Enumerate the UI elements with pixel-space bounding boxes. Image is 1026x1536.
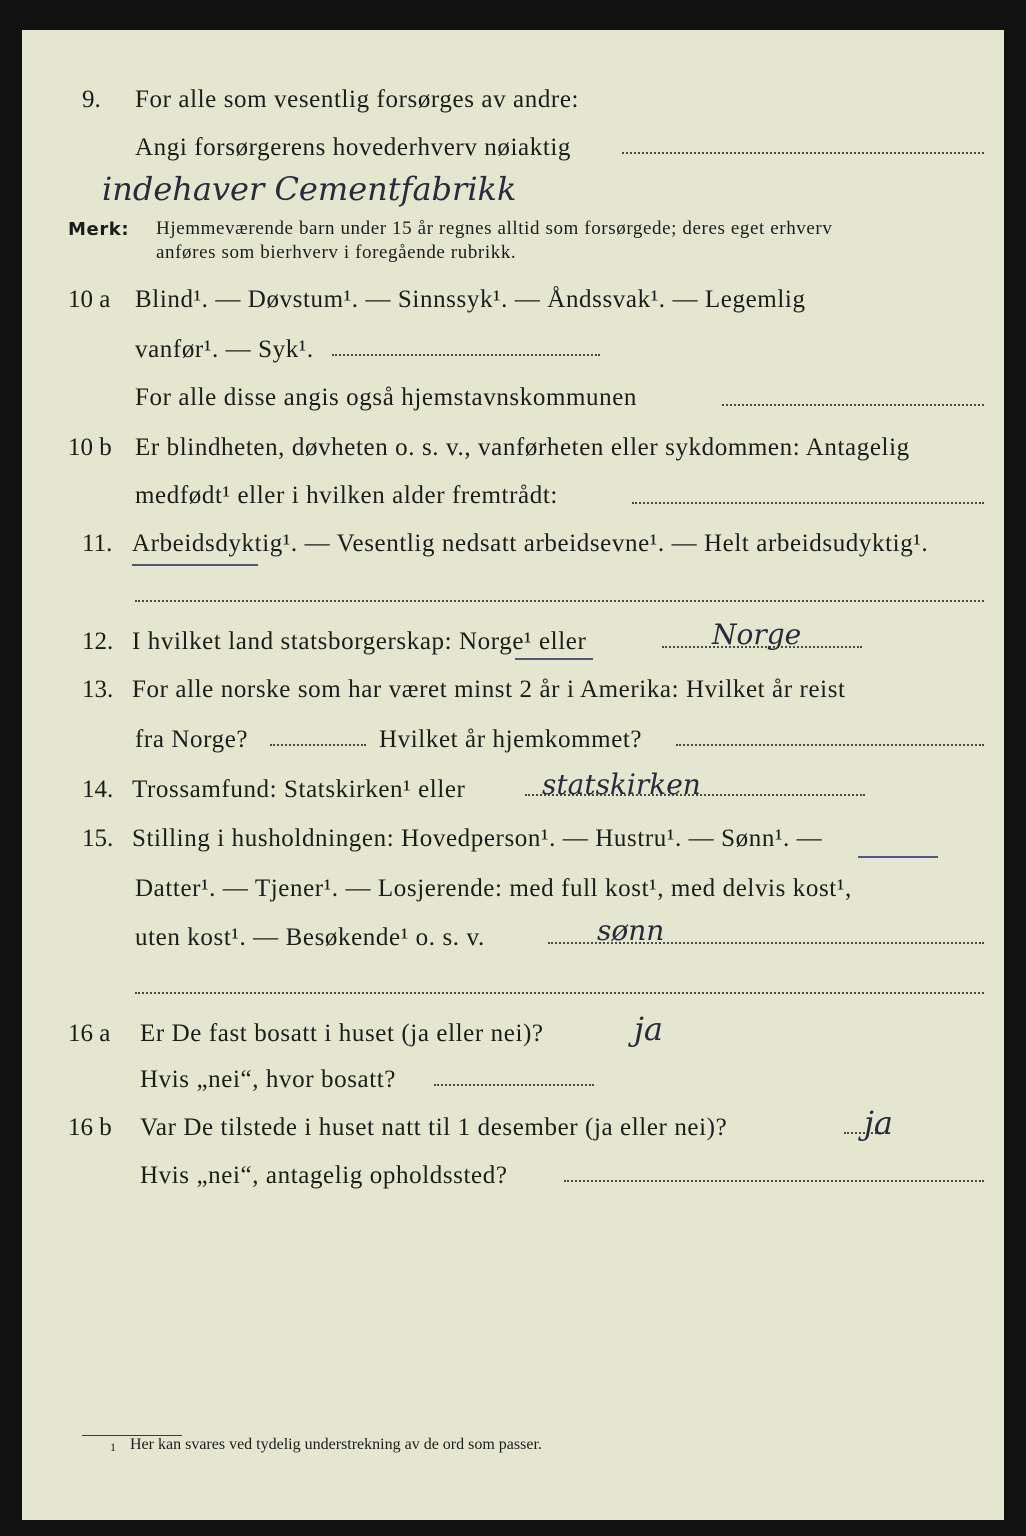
q9-answer-line: [622, 152, 984, 154]
q11-extra-line: [135, 600, 984, 602]
q11-work-capacity: Arbeidsdyktig¹. — Vesentlig nedsatt arbeidsevne¹. — Helt arbeidsudyktig¹.: [132, 530, 929, 557]
q10b-question: Er blindheten, døvheten o. s. v., vanførheten eller sykdommen: Antagelig: [135, 434, 910, 461]
q15-household-role-cont2: uten kost¹. — Besøkende¹ o. s. v.: [135, 924, 485, 951]
q13-emigrated-label: fra Norge?: [135, 726, 249, 753]
q10a-number: 10 a: [68, 286, 111, 313]
q16a-number: 16 a: [68, 1020, 111, 1047]
q9-question: For alle som vesentlig forsørges av andre:: [135, 86, 580, 113]
q16a-handwritten-answer: ja: [634, 1010, 663, 1048]
q13-emigrated-line: [270, 744, 366, 746]
q12-number: 12.: [82, 628, 114, 655]
q10b-number: 10 b: [68, 434, 112, 461]
q16b-whereabouts-label: Hvis „nei“, antagelig opholdssted?: [140, 1162, 508, 1189]
q15-household-role-cont: Datter¹. — Tjener¹. — Losjerende: med full kost¹, med delvis kost¹,: [135, 875, 852, 902]
q16b-question: Var De tilstede i huset natt til 1 desember (ja eller nei)?: [140, 1114, 728, 1141]
q14-handwritten-answer: statskirken: [542, 768, 701, 801]
q16b-number: 16 b: [68, 1114, 112, 1141]
q16a-question: Er De fast bosatt i huset (ja eller nei)?: [140, 1020, 544, 1047]
q9-number: 9.: [82, 86, 101, 113]
q10b-answer-line: [632, 502, 984, 504]
q12-handwritten-answer: Norge: [712, 618, 802, 651]
q11-underline-mark: [132, 564, 258, 566]
q12-citizenship: I hvilket land statsborgerskap: Norge¹ eller: [132, 628, 587, 655]
q16a-residence-label: Hvis „nei“, hvor bosatt?: [140, 1066, 397, 1093]
q16a-residence-line: [434, 1084, 594, 1086]
q10b-question-cont: medfødt¹ eller i hvilken alder fremtrådt:: [135, 482, 558, 509]
footnote-mark: 1: [110, 1440, 116, 1454]
q13-america-question: For alle norske som har været minst 2 år i Amerika: Hvilket år reist: [132, 676, 846, 703]
q9-handwritten-answer: indehaver Cementfabrikk: [102, 170, 517, 208]
q14-religion: Trossamfund: Statskirken¹ eller: [132, 776, 466, 803]
q15-handwritten-answer: sønn: [597, 914, 665, 947]
q15-household-role: Stilling i husholdningen: Hovedperson¹. — Hustru¹. — Sønn¹. —: [132, 825, 823, 852]
footnote-text: Her kan svares ved tydelig understrekning av de ord som passer.: [130, 1436, 542, 1453]
q16b-whereabouts-line: [564, 1180, 984, 1182]
q13-number: 13.: [82, 676, 114, 703]
q15-number: 15.: [82, 825, 114, 852]
q10a-municipality-line: [722, 404, 984, 406]
q13-returned-label: Hvilket år hjemkommet?: [379, 726, 643, 753]
q10a-answer-line: [332, 354, 600, 356]
q16b-handwritten-answer: ja: [864, 1104, 893, 1142]
q9-instruction: Angi forsørgerens hovederhverv nøiaktig: [135, 134, 572, 161]
census-form-page: [22, 30, 1004, 1520]
q12-underline-norge: [515, 658, 593, 660]
q14-number: 14.: [82, 776, 114, 803]
merk-text-line2: anføres som bierhverv i foregående rubrikk.: [156, 242, 517, 263]
q15-extra-line: [135, 992, 984, 994]
q13-returned-line: [676, 744, 984, 746]
q10a-conditions-cont: vanfør¹. — Syk¹.: [135, 336, 314, 363]
q11-number: 11.: [82, 530, 113, 557]
q15-underline-sonn: [858, 856, 938, 858]
merk-text-line1: Hjemmeværende barn under 15 år regnes alltid som forsørgede; deres eget erhverv: [156, 218, 833, 239]
q10a-home-municipality: For alle disse angis også hjemstavnskommunen: [135, 384, 638, 411]
merk-label: Merk:: [68, 219, 130, 240]
q10a-conditions: Blind¹. — Døvstum¹. — Sinnssyk¹. — Åndssvak¹. — Legemlig: [135, 286, 806, 313]
